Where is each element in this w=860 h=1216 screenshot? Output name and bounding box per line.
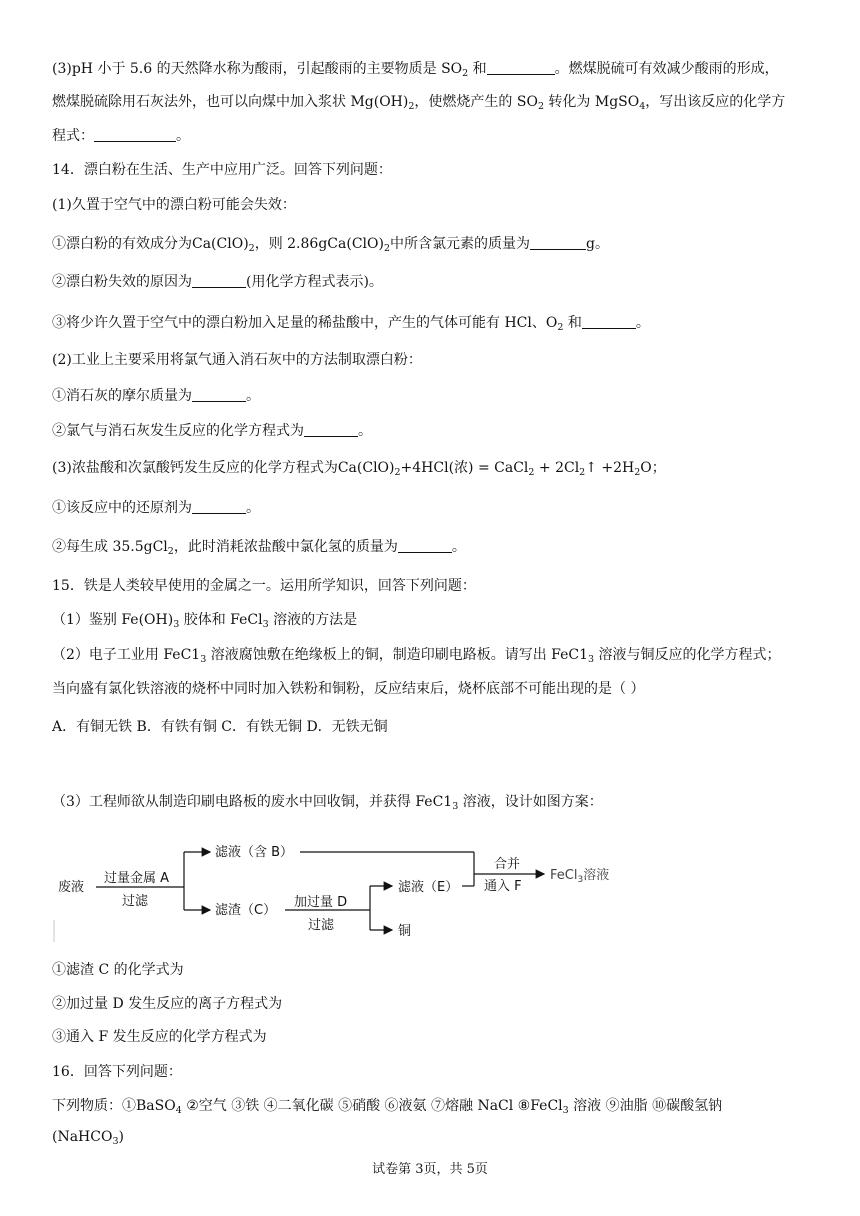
q15-part1: （1）鉴别 $Fe(OH)_3$ 胶体和 FeCl$_3$ 溶液的方法是 (52, 612, 358, 630)
answer-blank[interactable] (582, 314, 636, 329)
q15-choices: A．有铜无铁 B．有铁有铜 C．有铁无铜 D．无铁无铜 (52, 719, 388, 735)
page-footer: 试卷第 3页，共 5页 (372, 1162, 488, 1177)
q16-line2: (NaHCO$_3$) (52, 1129, 124, 1147)
waste-label: 废液 (58, 880, 85, 895)
answer-blank[interactable] (398, 538, 452, 553)
q14-part3-equation: (3)浓盐酸和次氯酸钙发生反应的化学方程式为$Ca(ClO)_2+4HCl$(浓) = CaCl$_2$ + $2Cl_2↑ +2H_2O$； (52, 460, 666, 478)
q15-part2-line2: 当向盛有氯化铁溶液的烧杯中同时加入铁粉和铜粉，反应结束后，烧杯底部不可能出现的是（ ） (52, 681, 645, 697)
q14-title: 14．漂白粉在生活、生产中应用广泛。回答下列问题： (52, 162, 392, 178)
q15-title: 15．铁是人类较早使用的金属之一。运用所学知识，回答下列问题： (52, 578, 476, 594)
q14-part2-item2: ②氯气与消石灰发生反应的化学方程式为 。 (52, 423, 372, 439)
step2-top-label: 加过量 D (294, 895, 348, 910)
answer-blank[interactable] (304, 422, 358, 437)
answer-blank[interactable] (192, 387, 246, 402)
q16-title: 16．回答下列问题： (52, 1064, 182, 1080)
filtrate-b-label: 滤液（含 B） (215, 845, 294, 860)
answer-blank[interactable] (192, 499, 246, 514)
step1-bottom-label: 过滤 (122, 894, 149, 909)
answer-blank[interactable] (94, 127, 176, 142)
q16-line1: 下列物质：①BaSO$_4$ ②空气 ③铁 ④二氧化碳 ⑤硝酸 ⑥液氨 ⑦熔融 NaCl ⑧FeCl$_3$ 溶液 ⑨油脂 ⑩碳酸氢钠 (52, 1098, 723, 1116)
q14-part1-item2: ②漂白粉失效的原因为 (用化学方程式表示)。 (52, 274, 383, 290)
q13-part3-line2: 燃煤脱硫除用石灰法外，也可以向煤中加入浆状 $Mg(OH)_2$，使燃烧产生的 $SO_2$ 转化为 MgSO$_4$，写出该反应的化学方 (52, 94, 786, 112)
merge-top-label: 合并 (494, 857, 521, 872)
q14-part2-item1: ①消石灰的摩尔质量为 。 (52, 388, 260, 404)
q14-part1-item1: ①漂白粉的有效成分为$Ca(ClO)_2$，则 $2.86gCa(ClO)_2$中所含氯元素的质量为 g。 (52, 236, 609, 254)
q14-part3-item1: ①该反应中的还原剂为 。 (52, 500, 260, 516)
answer-blank[interactable] (530, 235, 586, 250)
answer-blank[interactable] (487, 60, 555, 75)
q15-part2-line1: （2）电子工业用 $FeC1_3$ 溶液腐蚀敷在绝缘板上的铜，制造印刷电路板。请写出 $FeC1_3$ 溶液与铜反应的化学方程式； (52, 647, 781, 665)
q15-sub1: ①滤渣 C 的化学式为 (52, 962, 184, 978)
q15-part3: （3）工程师欲从制造印刷电路板的废水中回收铜，并获得 $FeC1_3$ 溶液，设计如图方案： (52, 794, 603, 812)
step2-bottom-label: 过滤 (308, 918, 335, 933)
q15-sub2: ②加过量 D 发生反应的离子方程式为 (52, 996, 283, 1012)
product-label: FeCl$_3$溶液 (550, 868, 610, 885)
answer-blank[interactable] (192, 273, 246, 288)
copper-label: 铜 (398, 924, 412, 939)
q15-sub3: ③通入 F 发生反应的化学方程式为 (52, 1029, 267, 1045)
residue-c-label: 滤渣（C） (215, 903, 277, 918)
q13-part3-line1: (3)pH 小于 5.6 的天然降水称为酸雨，引起酸雨的主要物质是 $SO_2$ 和 。燃煤脱硫可有效减少酸雨的形成， (52, 61, 779, 79)
flow-diagram (52, 832, 652, 947)
q14-part3-item2: ②每生成 35.5gCl$_2$，此时消耗浓盐酸中氯化氢的质量为 。 (52, 539, 466, 557)
q13-part3-line3: 程式： 。 (52, 128, 190, 144)
q14-part1-item3: ③将少许久置于空气中的漂白粉加入足量的稀盐酸中，产生的气体可能有 HCl、$O_2$ 和 。 (52, 315, 650, 333)
q14-part1: (1)久置于空气中的漂白粉可能会失效： (52, 197, 296, 213)
merge-bottom-label: 通入 F (484, 879, 522, 894)
filtrate-e-label: 滤液（E） (398, 880, 459, 895)
step1-top-label: 过量金属 A (104, 871, 170, 886)
q14-part2: (2)工业上主要采用将氯气通入消石灰中的方法制取漂白粉： (52, 352, 422, 368)
